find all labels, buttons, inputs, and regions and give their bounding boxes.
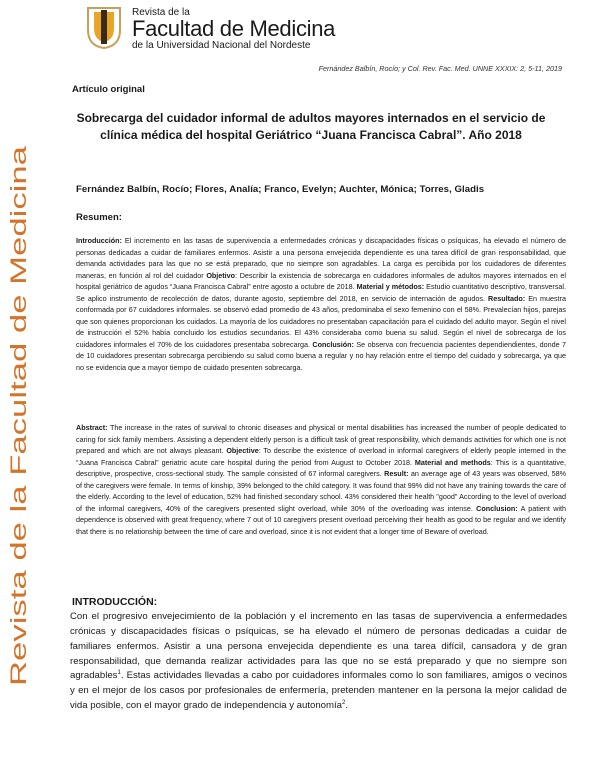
article-title: Sobrecarga del cuidador informal de adultos mayores internados en el servicio de clínica médica del hospital Geriátrico “Juana Francisca Cabral”. Año 2018	[76, 111, 546, 143]
abstract-paragraph	[76, 422, 566, 537]
citation-1[interactable]: 1	[117, 670, 121, 677]
resumen-intro-text: El incremento en las tasas de supervivencia a enfermedades crónicas y discapacidades físicas o psíquicas, ha elevado el número de personas dedicadas a cuidar de familiares enfermos. Asistir a una persona envejecida dependiente es una tarea difícil de gran responsabilidad, que demanda actividades para las que no se está preparado, que no siempre son agradables. La carga es percibida por los cuidadores de diferentes maneras, en función al rol del cuidador	[76, 236, 566, 280]
abstract-text-1: The increase in the rates of survival to chronic diseases and physical or mental disabilities has increased the number of people dedicated to caring for sick family members. Assisting a dependent elderly person is a difficult task of great responsibility, which demands activities for which one is not prepared and which are not always pleasant.	[76, 423, 566, 456]
label-method: Material and methods	[414, 457, 491, 467]
resumen-conclusion-text: Se observa con frecuencia pacientes dependiendientes, donde 7 de 10 cuidadores presentan sobrecarga percibiendo su salud como buena a regular y no hay relación entre el tiempo del cuidado y sobrecarga, ya que no se evidencia que a mayor tiempo de cuidado presenten sobrecarga.	[76, 339, 566, 372]
abstract-text-4: an average age of 43 years was observed, 58% of the caregivers were female. In terms of kinship, 39% belonged to the child category. It was found that 99% did not have any training towards the care of the elderly. According to the level of education, 52% had finished secondary school. 43% considered their health "good" According to the level of overload of the informal caregivers, 40% of the caregivers presented slight overload, while 30% of the overloading was intense.	[76, 469, 566, 513]
vertical-journal-banner	[6, 140, 32, 688]
label-conclusion: Conclusión:	[312, 339, 354, 349]
label-objective: Objective	[226, 446, 259, 456]
intro-text-3: .	[345, 700, 349, 712]
resumen-paragraph	[76, 235, 566, 373]
label-introduccion: Introducción:	[76, 236, 122, 245]
label-objetivo: Objetivo	[206, 270, 236, 280]
resumen-heading: Resumen:	[76, 212, 122, 223]
article-type: Artículo original	[72, 84, 145, 95]
journal-logo	[84, 6, 335, 51]
journal-name-line3: de la Universidad Nacional del Nordeste	[132, 40, 311, 51]
introduccion-paragraph	[70, 610, 567, 714]
label-material: Material y métodos:	[356, 282, 425, 292]
vertical-banner-svg	[6, 140, 32, 688]
shield-icon	[84, 6, 124, 50]
intro-text-2: . Estas actividades llevadas a cabo por cuidadores informales como lo son familiares, amigos o vecinos y en el mejor de los casos por profesionales de enfermería, pretenden mantener en la persona la mejor calidad de vida posible, con el mayor grado de independencia y autonomía	[70, 670, 567, 712]
citation-2[interactable]: 2	[342, 700, 346, 707]
introduccion-heading: INTRODUCCIÓN:	[72, 596, 158, 608]
resumen-objetivo-text: : Describir la existencia de sobrecarga en cuidadores informales de adultos mayores internados en el hospital geriátrico de agudos “Juana Francisca Cabral” entre agosto a octubre de 2018.	[76, 270, 566, 292]
label-result: Result:	[384, 469, 409, 479]
running-head: Fernández Balbín, Rocío; y Col. Rev. Fac. Med. UNNE XXXIX: 2, 5-11, 2019	[318, 64, 562, 73]
label-abstract: Abstract:	[76, 423, 108, 432]
resumen-resultado-text: En muestra conformada por 67 cuidadores informales. se observó edad promedio de 43 años, predominaba el sexo femenino con el 58%. Prevalecían hijos, parejas que son quienes proporcionan los cuidados. La mayoría de los cuidadores no presentaban capacitación para el cuidado del adulto mayor. Según el nivel de instrucción el 52% había concluido los estudios secundarios. El 43% consideraba como buena su salud. Según el nivel de sobrecarga de los cuidadores informales el 70% de los cuidadores presentaba sobrecarga.	[76, 293, 566, 349]
label-conclusion-en: Conclusion:	[476, 503, 518, 513]
author-list: Fernández Balbín, Rocío; Flores, Analía; Franco, Evelyn; Auchter, Mónica; Torres, Gladis	[76, 184, 485, 195]
label-resultado: Resultado:	[488, 293, 526, 303]
abstract-text-3: : This is a quantitative, descriptive, prospective, cross-sectional study. The sample consisted of 67 informal caregivers.	[76, 457, 566, 479]
intro-text-1: Con el progresivo envejecimiento de la población y el incremento en las tasas de supervivencia a enfermedades crónicas y discapacidades físicas o psíquicas, se ha elevado el número de personas dedicadas a cuidar de familiares enfermos. Asistir a una persona envejecida dependiente es una tarea difícil, cansadora y de gran responsabilidad, que demanda realizar actividades para las que no se está preparado y que no siempre son agradables	[70, 611, 567, 682]
abstract-text-5: A patient with dependence is observed with great frequency, where 7 out of 10 caregivers present overload perceiving their health as good to be regular and we identify that there is no relationship between the time of care and overload, since it is not evident that a longer time of Beware of overload.	[76, 503, 566, 536]
abstract-text-2: : To describe the existence of overload in informal caregivers of elderly people interned in the “Juana Francisca Cabral” geriatric acute care hospital during the period from August to October 2018.	[76, 446, 566, 467]
vertical-journal-text: Revista de la Facultad de Medicina	[6, 335, 31, 686]
resumen-material-text: Estudio cuantitativo descriptivo, transversal. Se aplico instrumento de recolección de datos, durante agosto, septiembre del 2018, en servicio de internación de agudos.	[76, 282, 567, 303]
journal-name-line1: Revista de la	[132, 7, 190, 18]
journal-name-line2: Facultad de Medicina	[132, 16, 336, 41]
